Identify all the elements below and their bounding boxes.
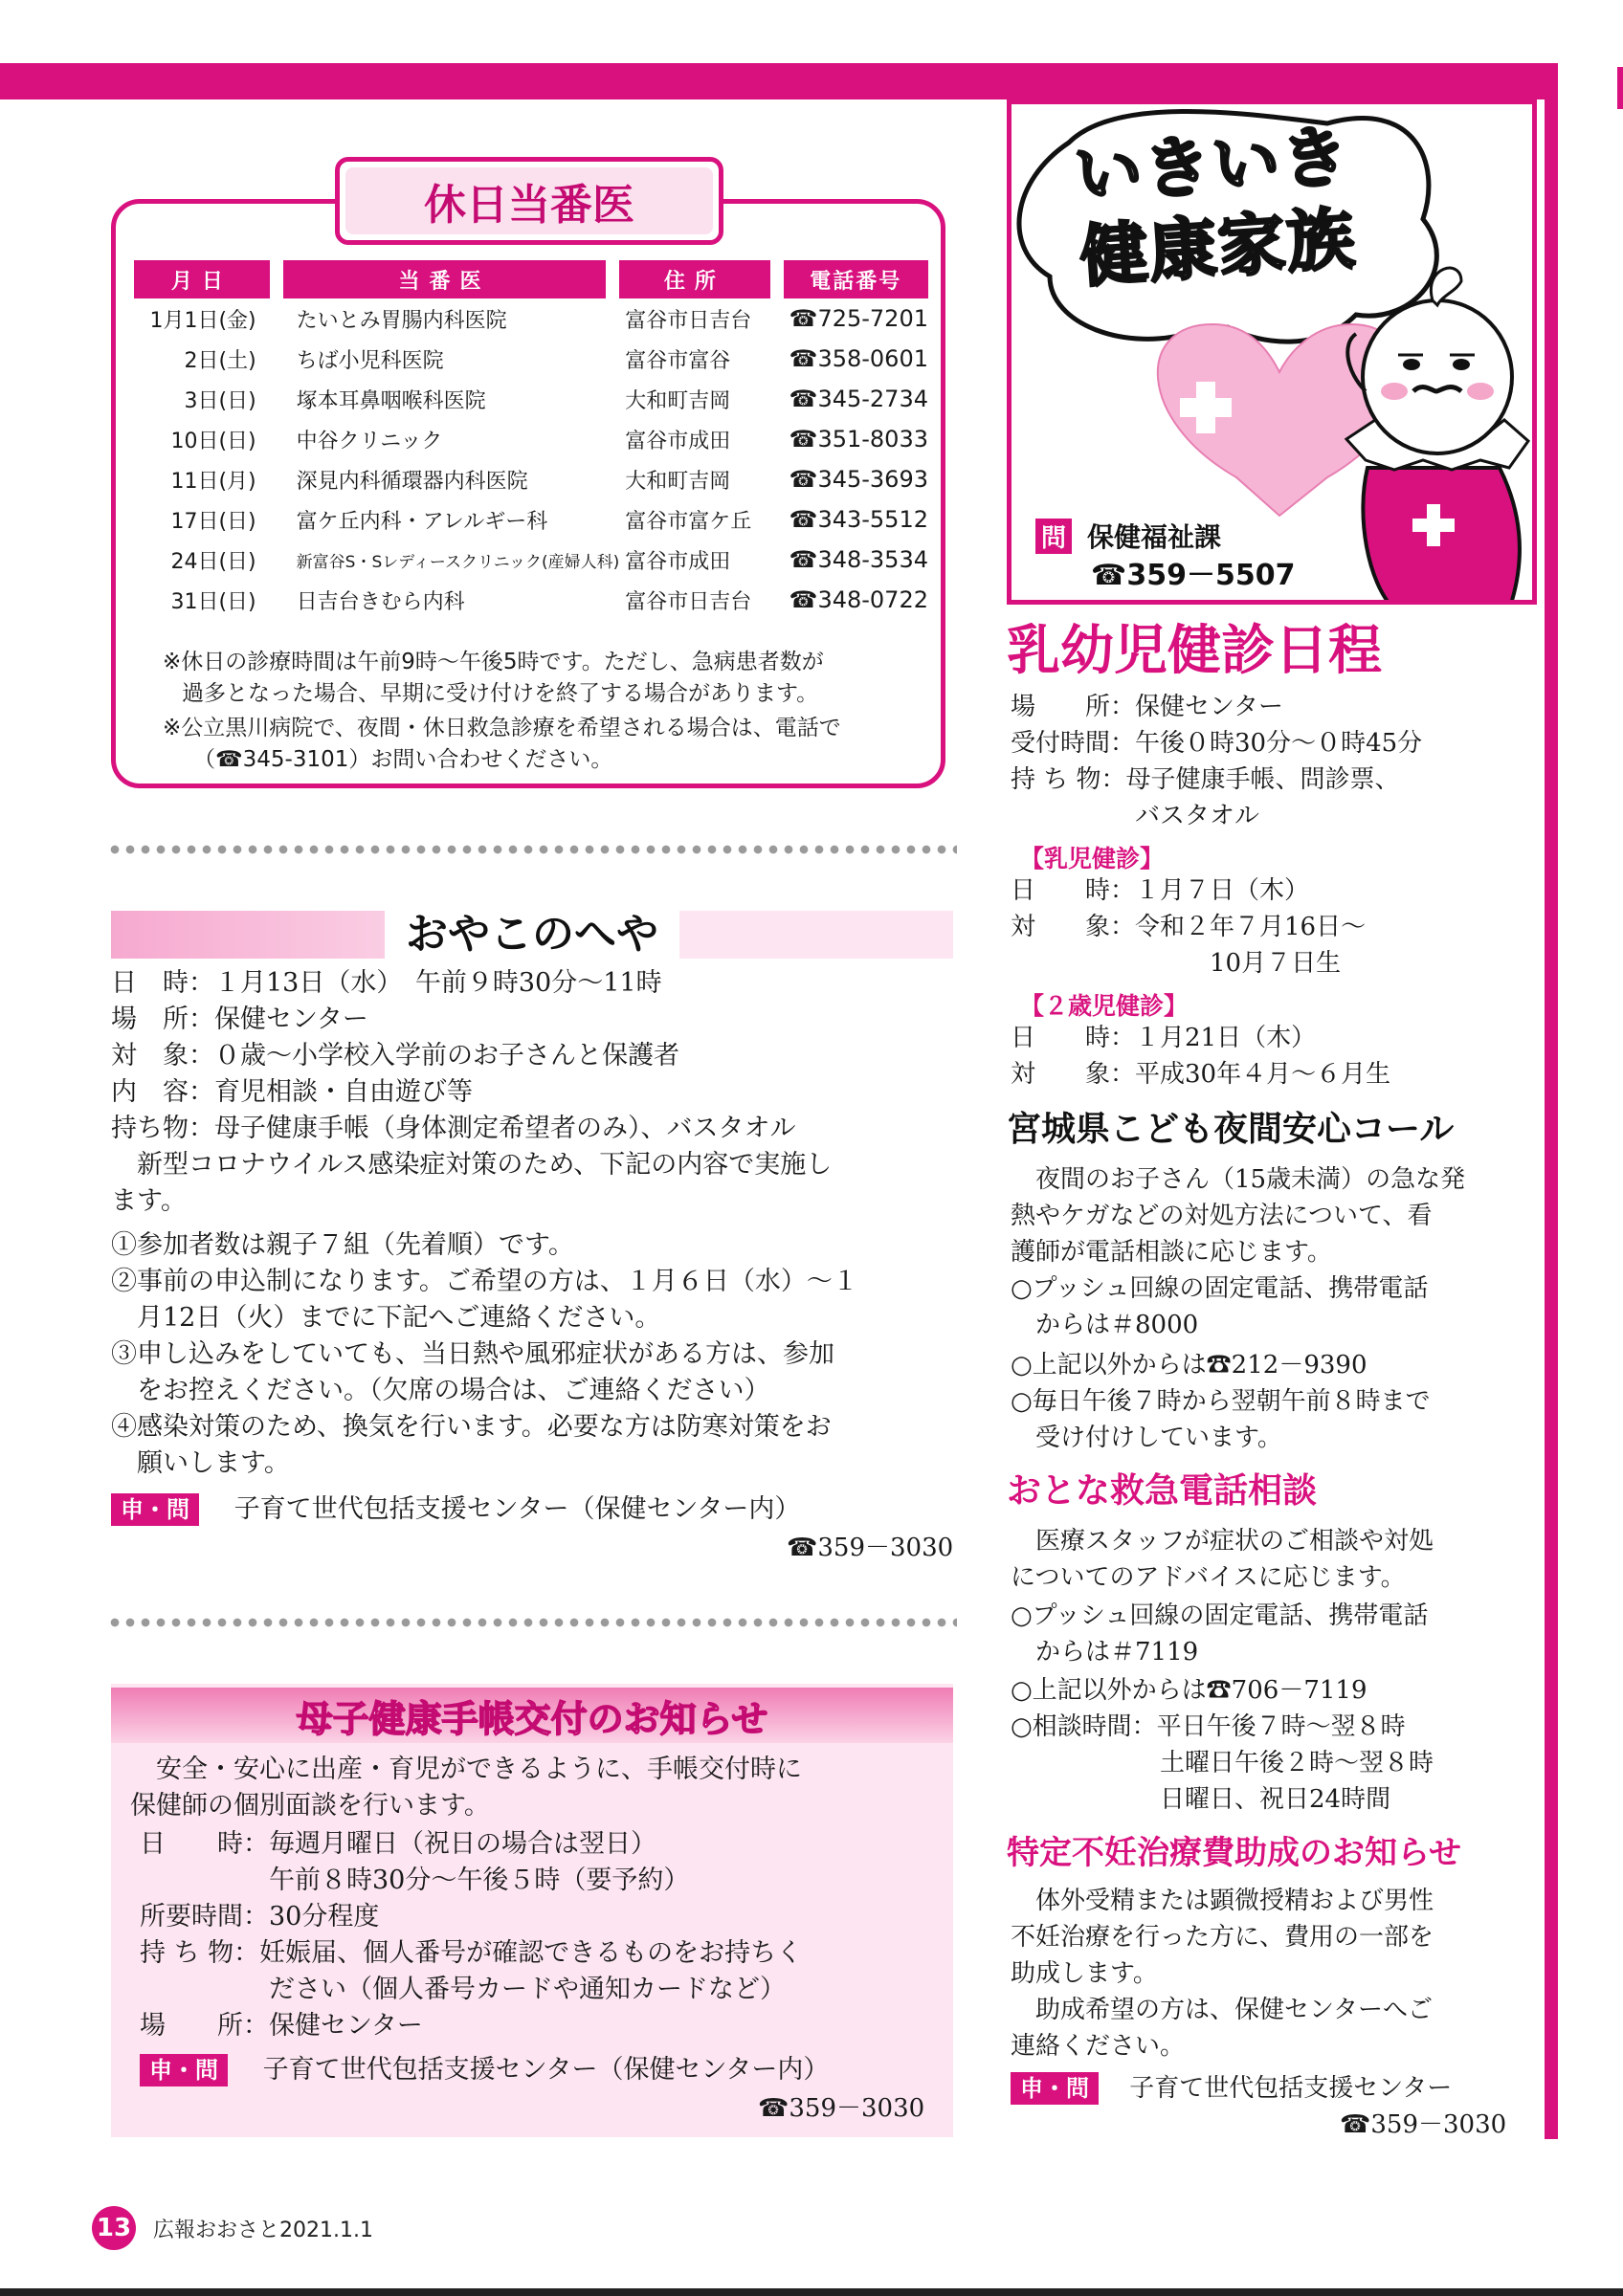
issue-label: 広報おおさと2021.1.1 [153,2219,373,2242]
techo-contact [140,2053,829,2087]
col-date: 月日 [134,260,283,298]
mascot-cross-bar [1412,519,1455,532]
techo-line: ださい（個人番号カードや通知カードなど） [140,1975,786,2004]
oyako-line: ます。 [111,1186,187,1216]
date-cell: 3日(日) [184,388,256,413]
table-row [134,298,928,339]
address-cell: 富谷市日吉台 [625,589,752,614]
fertility-line: 助成します。 [1011,1959,1158,1988]
night-call-line: 受け付けしています。 [1011,1424,1282,1452]
table-row [134,499,928,540]
address-cell: 富谷市富ケ丘 [625,509,752,534]
clinic-cell: 塚本耳鼻咽喉科医院 [296,388,486,413]
ikiiki-title-line1: いきいき [1072,117,1353,215]
oyako-line: 場 所：保健センター [111,1004,368,1034]
mascot-tel: ☎359－5507 [1091,559,1296,592]
tel-cell: ☎351-8033 [789,426,928,453]
ikiiki-title [1028,112,1402,301]
tel-cell: ☎725-7201 [789,305,928,332]
clinic-cell: 新富谷S・Sレディースクリニック(産婦人科) [296,552,620,572]
infant-line: 対 象：令和２年７月16日～ [1011,913,1367,941]
holiday-note-1: ※休日の診療時間は午前9時～午後5時です。ただし、急病患者数が [163,650,824,674]
techo-line: 保健師の個別面談を行います。 [130,1791,490,1821]
fertility-tel: ☎359－3030 [1340,2110,1507,2139]
fertility-line: 不妊治療を行った方に、費用の一部を [1011,1923,1434,1952]
mascot-cheek-right [1467,383,1494,400]
techo-line: 場 所：保健センター [140,2011,423,2041]
date-cell: 24日(日) [170,549,256,574]
night-call-line: からは＃8000 [1011,1311,1199,1339]
tel-cell: ☎345-2734 [789,386,928,412]
night-call-line: 夜間のお子さん（15歳未満）の急な発 [1011,1165,1466,1194]
date-cell: 1月1日(金) [149,308,256,333]
oyako-line: 新型コロナウイルス感染症対策のため、下記の内容で実施し [111,1150,833,1180]
holiday-note-2: 過多となった場合、早期に受け付けを終了する場合があります。 [182,681,819,706]
right-rule [1545,63,1558,2139]
contact-tag: 申・問 [1011,2072,1099,2105]
mascot-head [1363,300,1512,453]
page-number: 13 [92,2206,136,2250]
nyuyoji-line: 持 ち 物：母子健康手帳、問診票、 [1011,765,1400,794]
col-clinic: 当番医 [283,260,620,298]
holiday-header-row [134,260,928,298]
nyuyoji-line: バスタオル [1011,802,1260,830]
techo-line: 安全・安心に出産・育児ができるように、手帳交付時に [130,1755,802,1784]
clinic-cell: ちば小児科医院 [296,348,444,373]
table-row [134,379,928,419]
date-cell: 10日(日) [170,429,256,453]
tel-cell: ☎343-5512 [789,506,928,533]
techo-line: 持 ち 物：妊娠届、個人番号が確認できるものをお持ちく [140,1938,803,1968]
ikiiki-title-line2: 健康家族 [1078,198,1359,297]
oyako-contact [111,1492,800,1527]
adult-call-line: ○プッシュ回線の固定電話、携帯電話 [1011,1601,1429,1630]
oyako-line: ④感染対策のため、換気を行います。必要な方は防寒対策をお [111,1412,832,1442]
oyako-line: ③申し込みをしていても、当日熱や風邪症状がある方は、参加 [111,1339,834,1369]
oyako-line: 内 容：育児相談・自由遊び等 [111,1077,473,1107]
table-row [134,459,928,499]
adult-call-line: ○相談時間：平日午後７時～翌８時 [1011,1712,1406,1741]
date-cell: 17日(日) [170,509,256,534]
fertility-title: 特定不妊治療費助成のお知らせ [1007,1834,1461,1872]
inquiry-tag: 問 [1035,519,1072,554]
clinic-cell: たいとみ胃腸内科医院 [296,308,507,333]
adult-call-line: 医療スタッフが症状のご相談や対処 [1011,1527,1434,1556]
dotted-separator [107,844,957,855]
oyako-line: 対 象：０歳～小学校入学前のお子さんと保護者 [111,1041,679,1071]
col-address: 住所 [619,260,783,298]
contact-dept: 保健福祉課 [1087,521,1222,553]
tel-cell: ☎345-3693 [789,466,928,493]
col-tel: 電話番号 [784,260,928,298]
fertility-line: 連絡ください。 [1011,2032,1186,2061]
holiday-note-3: ※公立黒川病院で、夜間・休日救急診療を希望される場合は、電話で [163,716,841,740]
infant-line: 日 時：１月７日（木） [1011,876,1310,905]
clinic-cell: 富ケ丘内科・アレルギー科 [296,509,548,534]
address-cell: 富谷市富谷 [625,348,731,373]
mascot-body [1363,468,1520,605]
table-row [134,540,928,580]
night-call-line: 熱やケガなどの対処方法について、看 [1011,1202,1433,1230]
tel-cell: ☎348-0722 [789,586,928,613]
header-band [0,63,1558,99]
fertility-line: 助成希望の方は、保健センターへご [1011,1996,1433,2024]
date-cell: 2日(土) [184,348,256,373]
oyako-line: 月12日（火）までに下記へご連絡ください。 [111,1303,661,1333]
clinic-cell: 深見内科循環器内科医院 [296,469,528,494]
dotted-separator [107,1617,957,1628]
oyako-title-band [111,911,953,959]
bottom-rule [0,2288,1623,2296]
adult-call-title: おとな救急電話相談 [1007,1471,1318,1511]
night-call-line: ○毎日午後７時から翌朝午前８時まで [1011,1387,1431,1416]
address-cell: 富谷市日吉台 [625,308,752,333]
adult-call-line: 日曜日、祝日24時間 [1011,1785,1391,1814]
mascot-cheek-left [1381,383,1408,400]
address-cell: 大和町吉岡 [625,388,731,413]
oyako-line: ①参加者数は親子７組（先着順）です。 [111,1230,574,1260]
holiday-note-4: （☎345-3101）お問い合わせください。 [193,747,613,772]
adult-call-line: 土曜日午後２時～翌８時 [1011,1749,1434,1777]
clinic-cell: 中谷クリニック [296,429,443,453]
address-cell: 富谷市成田 [625,549,731,574]
tel-cell: ☎348-3534 [789,546,928,573]
oyako-line: 願いします。 [111,1448,290,1478]
nyuyoji-line: 受付時間：午後０時30分～０時45分 [1011,729,1423,758]
adult-call-line: についてのアドバイスに応じます。 [1011,1563,1406,1592]
adult-call-line: ○上記以外からは☎706－7119 [1011,1676,1367,1705]
tel-cell: ☎358-0601 [789,345,928,372]
date-cell: 31日(日) [170,589,256,614]
oyako-tel: ☎359－3030 [787,1534,954,1562]
oyako-title: おやこのへや [385,911,679,959]
contact-text: 子育て世代包括支援センター（保健センター内） [233,1494,801,1524]
adult-call-line: からは＃7119 [1011,1638,1199,1667]
techo-line: 午前８時30分～午後５時（要予約） [140,1866,690,1895]
toddler-line: 対 象：平成30年４月～６月生 [1011,1060,1391,1089]
oyako-line: をお控えください。（欠席の場合は、ご連絡ください） [111,1376,770,1405]
clinic-cell: 日吉台きむら内科 [296,589,465,614]
oyako-line: 日 時：１月13日（水） 午前９時30分～11時 [111,968,662,998]
corner-mark [1617,67,1623,109]
toddler-line: 日 時：１月21日（木） [1011,1024,1317,1052]
table-row [134,419,928,459]
infant-line: 10月７日生 [1011,949,1342,978]
contact-text: 子育て世代包括支援センター（保健センター内） [262,2055,830,2085]
mascot-contact [1035,517,1221,555]
night-call-title: 宮城県こども夜間安心コール [1007,1110,1455,1149]
nyuyoji-line: 場 所：保健センター [1011,693,1283,721]
night-call-line: ○上記以外からは☎212－9390 [1011,1351,1367,1380]
fertility-contact [1011,2072,1452,2105]
night-call-line: 護師が電話相談に応じます。 [1011,1238,1332,1267]
contact-tag: 申・問 [111,1493,199,1526]
toddler-checkup-label: 【２歳児健診】 [1020,992,1189,1020]
table-row [134,339,928,379]
contact-text: 子育て世代包括支援センター [1129,2074,1453,2103]
techo-tel: ☎359－3030 [758,2094,925,2123]
holiday-title [335,157,723,245]
date-cell: 11日(月) [170,469,256,494]
address-cell: 富谷市成田 [625,429,731,453]
cross-icon-bar [1180,398,1232,417]
oyako-line: ②事前の申込制になります。ご希望の方は、１月６日（水）～１ [111,1267,858,1296]
mascot-eye-left [1403,359,1420,370]
infant-checkup-label: 【乳児健診】 [1020,845,1165,872]
night-call-line: ○プッシュ回線の固定電話、携帯電話 [1011,1274,1429,1303]
holiday-table [134,260,928,620]
table-row [134,580,928,620]
fertility-line: 体外受精または顕微授精および男性 [1011,1887,1434,1915]
techo-line: 所要時間：30分程度 [140,1902,380,1932]
nyuyoji-title: 乳幼児健診日程 [1007,620,1382,682]
oyako-line: 持ち物：母子健康手帳（身体測定希望者のみ）、バスタオル [111,1114,796,1143]
techo-title-band [111,1688,953,1743]
techo-line: 日 時：毎週月曜日（祝日の場合は翌日） [140,1829,656,1859]
address-cell: 大和町吉岡 [625,469,731,494]
holiday-title-text: 休日当番医 [345,167,713,234]
techo-title: 母子健康手帳交付のお知らせ [296,1697,768,1740]
mascot-eye-right [1453,359,1470,370]
contact-tag: 申・問 [140,2054,228,2086]
